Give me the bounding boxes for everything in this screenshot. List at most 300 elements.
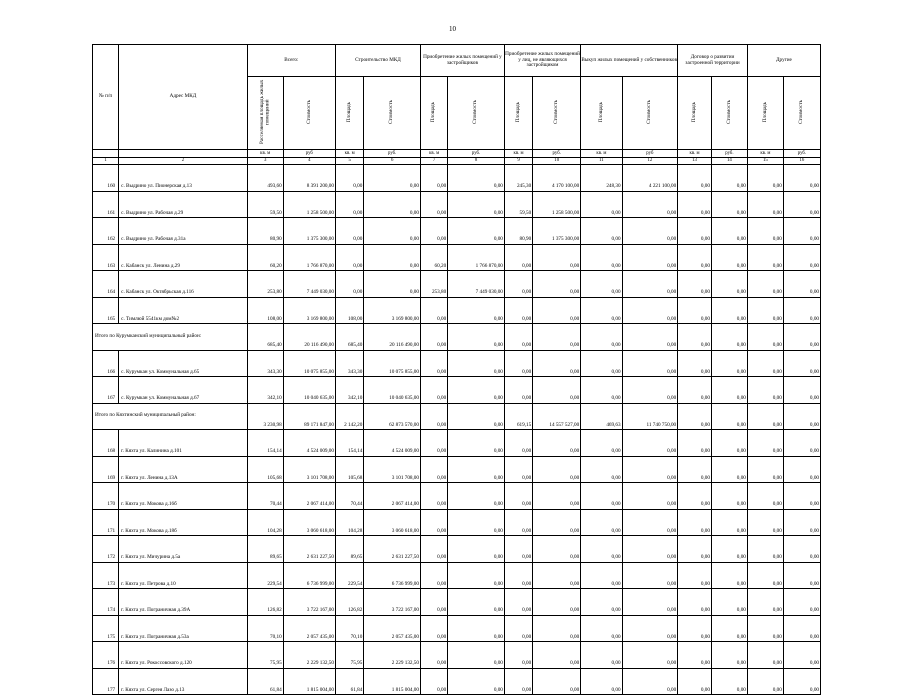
value-cell: 0,00 — [622, 615, 678, 642]
value-cell: 0,00 — [581, 536, 622, 563]
value-cell: 0,00 — [622, 430, 678, 457]
value-cell: 0,00 — [747, 324, 783, 351]
table-row — [93, 509, 821, 536]
address-cell: с. Кабанск ул. Ленина д.29 — [119, 244, 248, 271]
value-cell: 0,00 — [783, 642, 820, 669]
value-cell: 0,00 — [448, 191, 505, 218]
row-number: 174 — [93, 589, 119, 616]
unit-cell: кв. м — [335, 150, 363, 158]
row-number: 168 — [93, 430, 119, 457]
value-cell: 0,00 — [711, 562, 747, 589]
value-cell: 0,00 — [783, 483, 820, 510]
value-cell: 6 736 999,00 — [364, 562, 421, 589]
value-cell: 0,00 — [783, 191, 820, 218]
value-cell: 493,60 — [247, 165, 283, 192]
unit-cell: кв. м — [747, 150, 783, 158]
address-cell: с. Тимлюй 5541км дом№2 — [119, 297, 248, 324]
value-cell: 0,00 — [622, 191, 678, 218]
row-number: 164 — [93, 271, 119, 298]
table-total-row — [93, 403, 821, 430]
value-cell: 0,00 — [335, 244, 363, 271]
value-cell: 0,00 — [581, 377, 622, 404]
value-cell: 0,00 — [420, 430, 447, 457]
table-row — [93, 218, 821, 245]
value-cell: 105,68 — [247, 456, 283, 483]
value-cell: 0,00 — [335, 165, 363, 192]
value-cell: 253,80 — [420, 271, 447, 298]
value-cell: 154,14 — [335, 430, 363, 457]
value-cell: 0,00 — [335, 191, 363, 218]
value-cell: 0,00 — [711, 350, 747, 377]
value-cell: 0,00 — [364, 244, 421, 271]
value-cell: 0,00 — [448, 377, 505, 404]
value-cell: 0,00 — [504, 483, 532, 510]
table-row — [93, 297, 821, 324]
value-cell: 0,00 — [622, 271, 678, 298]
value-cell: 6 736 999,00 — [283, 562, 335, 589]
row-number: 173 — [93, 562, 119, 589]
value-cell: 0,00 — [747, 244, 783, 271]
value-cell: 342,10 — [247, 377, 283, 404]
value-cell: 0,00 — [783, 562, 820, 589]
value-cell: 0,00 — [747, 191, 783, 218]
value-cell: 0,00 — [783, 377, 820, 404]
table-row — [93, 615, 821, 642]
value-cell: 70,44 — [247, 483, 283, 510]
value-cell: 0,00 — [678, 456, 712, 483]
unit-cell: кв. м — [678, 150, 712, 158]
row-number: 160 — [93, 165, 119, 192]
value-cell: 0,00 — [581, 668, 622, 695]
value-cell: 0,00 — [622, 668, 678, 695]
value-cell: 0,00 — [783, 456, 820, 483]
row-number: 175 — [93, 615, 119, 642]
value-cell: 62 873 570,00 — [364, 403, 421, 430]
subheader-cell: Стоимость — [622, 77, 678, 150]
value-cell: 0,00 — [420, 536, 447, 563]
relocation-table — [92, 44, 821, 695]
value-cell: 104,28 — [247, 509, 283, 536]
value-cell: 10 040 635,00 — [364, 377, 421, 404]
value-cell: 108,00 — [335, 297, 363, 324]
subheader-cell: Площадь — [420, 77, 447, 150]
col-number: 11 — [581, 158, 622, 165]
subheader-cell: Стоимость — [533, 77, 581, 150]
value-cell: 0,00 — [711, 297, 747, 324]
value-cell: 0,00 — [622, 589, 678, 616]
address-cell: с. Выдрино ул. Пионерская д.13 — [119, 165, 248, 192]
value-cell: 0,00 — [420, 589, 447, 616]
value-cell: 0,00 — [711, 377, 747, 404]
value-cell: 0,00 — [747, 483, 783, 510]
table-row — [93, 377, 821, 404]
address-cell: с. Курумкан ул. Коммунальная д.67 — [119, 377, 248, 404]
value-cell: 3 722 167,00 — [283, 589, 335, 616]
value-cell: 89 171 847,00 — [283, 403, 335, 430]
address-cell: г. Кяхта ул. Пограничная д.39А — [119, 589, 248, 616]
value-cell: 0,00 — [783, 350, 820, 377]
value-cell: 0,00 — [420, 509, 447, 536]
page-number: 10 — [449, 25, 456, 33]
value-cell: 0,00 — [533, 562, 581, 589]
num-header: № п/п — [93, 45, 119, 150]
col-number: 5 — [335, 158, 363, 165]
value-cell: 0,00 — [711, 430, 747, 457]
value-cell: 0,00 — [711, 218, 747, 245]
value-cell: 3 169 800,00 — [364, 297, 421, 324]
group-header-construction: Строительство МКД — [335, 45, 420, 77]
value-cell: 61,84 — [247, 668, 283, 695]
value-cell: 108,00 — [247, 297, 283, 324]
value-cell: 0,00 — [678, 430, 712, 457]
address-cell: г. Кяхта ул. Мичурина д.5а — [119, 536, 248, 563]
unit-cell: кв. м — [504, 150, 532, 158]
value-cell: 0,00 — [783, 297, 820, 324]
value-cell: 126,82 — [247, 589, 283, 616]
address-cell: г. Кяхта ул. Калинина д.101 — [119, 430, 248, 457]
value-cell: 0,00 — [581, 430, 622, 457]
value-cell: 2 631 227,50 — [364, 536, 421, 563]
row-number: 171 — [93, 509, 119, 536]
subheader-cell: Площадь — [581, 77, 622, 150]
value-cell: 1 766 870,00 — [283, 244, 335, 271]
value-cell: 0,00 — [783, 668, 820, 695]
value-cell: 0,00 — [420, 350, 447, 377]
value-cell: 154,14 — [247, 430, 283, 457]
value-cell: 0,00 — [747, 165, 783, 192]
header-row-groups — [93, 45, 821, 77]
unit-cell: кв. м — [420, 150, 447, 158]
col-number: 1 — [93, 158, 119, 165]
address-cell: г. Кяхта ул. Мокова д.18б — [119, 509, 248, 536]
value-cell: 0,00 — [622, 642, 678, 669]
value-cell: 0,00 — [420, 165, 447, 192]
value-cell: 0,00 — [783, 165, 820, 192]
value-cell: 0,00 — [448, 509, 505, 536]
value-cell: 0,00 — [533, 324, 581, 351]
address-cell: с. Выдрино ул. Рабочая д.31а — [119, 218, 248, 245]
unit-cell: кв. м — [581, 150, 622, 158]
value-cell: 0,00 — [504, 642, 532, 669]
value-cell: 619,15 — [504, 403, 532, 430]
value-cell: 0,00 — [747, 297, 783, 324]
value-cell: 0,00 — [504, 668, 532, 695]
value-cell: 0,00 — [678, 377, 712, 404]
unit-cell: руб — [283, 150, 335, 158]
value-cell: 0,00 — [678, 589, 712, 616]
subheader-cell: Стоимость — [783, 77, 820, 150]
value-cell: 0,00 — [448, 350, 505, 377]
row-number: 172 — [93, 536, 119, 563]
table-row — [93, 668, 821, 695]
value-cell: 685,40 — [335, 324, 363, 351]
total-label: Итого по Курумканский муниципальный район: — [93, 324, 248, 351]
value-cell: 10 075 855,00 — [283, 350, 335, 377]
subheader-cell: Площадь — [747, 77, 783, 150]
value-cell: 0,00 — [533, 589, 581, 616]
address-cell: с. Кабанск ул. Октябрьская д.116 — [119, 271, 248, 298]
table-row — [93, 642, 821, 669]
unit-cell — [93, 150, 119, 158]
value-cell: 0,00 — [747, 589, 783, 616]
value-cell: 0,00 — [448, 615, 505, 642]
value-cell: 0,00 — [581, 562, 622, 589]
value-cell: 0,00 — [622, 562, 678, 589]
value-cell: 0,00 — [747, 456, 783, 483]
table-row — [93, 271, 821, 298]
subheader-cell: Площадь — [504, 77, 532, 150]
value-cell: 60,20 — [247, 244, 283, 271]
address-cell: г. Кяхта ул. Мокова д.16б — [119, 483, 248, 510]
value-cell: 0,00 — [448, 165, 505, 192]
value-cell: 0,00 — [783, 536, 820, 563]
value-cell: 0,00 — [581, 297, 622, 324]
value-cell: 229,54 — [335, 562, 363, 589]
value-cell: 3 060 618,00 — [364, 509, 421, 536]
table-row — [93, 562, 821, 589]
value-cell: 0,00 — [678, 324, 712, 351]
value-cell: 0,00 — [504, 562, 532, 589]
row-number: 163 — [93, 244, 119, 271]
value-cell: 105,68 — [335, 456, 363, 483]
value-cell: 0,00 — [448, 668, 505, 695]
value-cell: 0,00 — [711, 615, 747, 642]
col-number: 10 — [533, 158, 581, 165]
group-header-territory-development: Договор о развитии застроенной территории — [678, 45, 748, 77]
value-cell: 0,00 — [504, 536, 532, 563]
value-cell: 0,00 — [678, 271, 712, 298]
value-cell: 0,00 — [678, 191, 712, 218]
value-cell: 0,00 — [448, 589, 505, 616]
value-cell: 0,00 — [747, 642, 783, 669]
value-cell: 0,00 — [711, 165, 747, 192]
value-cell: 3 230,98 — [247, 403, 283, 430]
value-cell: 0,00 — [420, 377, 447, 404]
value-cell: 469,63 — [581, 403, 622, 430]
address-cell: г. Кяхта ул. Ленина д.13А — [119, 456, 248, 483]
value-cell: 2 067 414,00 — [364, 483, 421, 510]
value-cell: 0,00 — [711, 668, 747, 695]
value-cell: 0,00 — [678, 642, 712, 669]
value-cell: 3 101 708,00 — [364, 456, 421, 483]
value-cell: 0,00 — [711, 536, 747, 563]
col-number: 4 — [283, 158, 335, 165]
address-cell: с. Выдрино ул. Рабочая д.29 — [119, 191, 248, 218]
row-number: 162 — [93, 218, 119, 245]
unit-cell — [119, 150, 248, 158]
subheader-cell: Площадь — [335, 77, 363, 150]
value-cell: 126,82 — [335, 589, 363, 616]
value-cell: 0,00 — [711, 483, 747, 510]
value-cell: 2 067 414,00 — [283, 483, 335, 510]
unit-cell: руб. — [783, 150, 820, 158]
value-cell: 0,00 — [504, 456, 532, 483]
value-cell: 20 116 490,00 — [364, 324, 421, 351]
value-cell: 0,00 — [581, 244, 622, 271]
row-number: 170 — [93, 483, 119, 510]
value-cell: 0,00 — [747, 562, 783, 589]
value-cell: 0,00 — [678, 562, 712, 589]
value-cell: 0,00 — [622, 536, 678, 563]
units-row — [93, 150, 821, 158]
value-cell: 0,00 — [448, 536, 505, 563]
subheader-cell: Стоимость — [283, 77, 335, 150]
value-cell: 2 142,20 — [335, 403, 363, 430]
table-row — [93, 483, 821, 510]
value-cell: 0,00 — [711, 589, 747, 616]
subheader-cell: Стоимость — [711, 77, 747, 150]
value-cell: 0,00 — [747, 668, 783, 695]
value-cell: 342,10 — [335, 377, 363, 404]
value-cell: 0,00 — [504, 350, 532, 377]
value-cell: 0,00 — [747, 615, 783, 642]
value-cell: 3 722 167,00 — [364, 589, 421, 616]
row-number: 177 — [93, 668, 119, 695]
group-header-other: Другие — [747, 45, 820, 77]
value-cell: 0,00 — [420, 615, 447, 642]
value-cell: 0,00 — [783, 324, 820, 351]
value-cell: 0,00 — [678, 483, 712, 510]
address-cell: г. Кяхта ул. Петрова д.10 — [119, 562, 248, 589]
unit-cell: руб. — [533, 150, 581, 158]
value-cell: 0,00 — [504, 615, 532, 642]
value-cell: 0,00 — [533, 456, 581, 483]
value-cell: 4 170 100,00 — [533, 165, 581, 192]
table-row — [93, 165, 821, 192]
col-number: 14 — [711, 158, 747, 165]
value-cell: 61,84 — [335, 668, 363, 695]
value-cell: 0,00 — [747, 271, 783, 298]
value-cell: 0,00 — [335, 271, 363, 298]
value-cell: 60,20 — [420, 244, 447, 271]
value-cell: 245,30 — [504, 165, 532, 192]
value-cell: 59,50 — [504, 191, 532, 218]
value-cell: 20 116 490,00 — [283, 324, 335, 351]
value-cell: 8 391 200,00 — [283, 165, 335, 192]
value-cell: 0,00 — [783, 509, 820, 536]
subheader-cell: Стоимость — [448, 77, 505, 150]
value-cell: 0,00 — [678, 165, 712, 192]
value-cell: 0,00 — [504, 377, 532, 404]
value-cell: 0,00 — [504, 271, 532, 298]
value-cell: 0,00 — [448, 562, 505, 589]
value-cell: 0,00 — [420, 456, 447, 483]
value-cell: 4 524 009,00 — [364, 430, 421, 457]
value-cell: 0,00 — [711, 191, 747, 218]
group-header-total: Всего: — [247, 45, 335, 77]
group-header-owner-buyout: Выкуп жилых помещений у собственников — [581, 45, 678, 77]
value-cell: 70,10 — [335, 615, 363, 642]
value-cell: 0,00 — [420, 483, 447, 510]
group-header-nondeveloper-purchase: Приобретение жилых помещений у лиц, не являющихся застройщиком — [504, 45, 580, 77]
value-cell: 0,00 — [783, 589, 820, 616]
table-row — [93, 191, 821, 218]
col-number: 12 — [622, 158, 678, 165]
table-row — [93, 456, 821, 483]
value-cell: 0,00 — [533, 668, 581, 695]
value-cell: 0,00 — [533, 642, 581, 669]
value-cell: 89,65 — [247, 536, 283, 563]
value-cell: 14 557 527,00 — [533, 403, 581, 430]
value-cell: 0,00 — [420, 642, 447, 669]
row-number: 176 — [93, 642, 119, 669]
value-cell: 4 221 100,00 — [622, 165, 678, 192]
value-cell: 0,00 — [581, 324, 622, 351]
subheader-cell: Площадь — [678, 77, 712, 150]
value-cell: 248,30 — [581, 165, 622, 192]
value-cell: 0,00 — [533, 615, 581, 642]
value-cell: 2 057 435,00 — [364, 615, 421, 642]
value-cell: 0,00 — [711, 271, 747, 298]
row-number: 167 — [93, 377, 119, 404]
value-cell: 0,00 — [747, 377, 783, 404]
unit-cell: руб. — [364, 150, 421, 158]
total-label: Итого по Кяхтинский муниципальный район: — [93, 403, 248, 430]
unit-cell: руб. — [448, 150, 505, 158]
value-cell: 1 815 004,00 — [364, 668, 421, 695]
value-cell: 0,00 — [711, 403, 747, 430]
value-cell: 0,00 — [678, 297, 712, 324]
value-cell: 2 057 435,00 — [283, 615, 335, 642]
col-number: 6 — [364, 158, 421, 165]
col-number: 16 — [783, 158, 820, 165]
value-cell: 10 040 635,00 — [283, 377, 335, 404]
table-row — [93, 350, 821, 377]
value-cell: 0,00 — [448, 403, 505, 430]
value-cell: 0,00 — [711, 509, 747, 536]
value-cell: 253,80 — [247, 271, 283, 298]
value-cell: 0,00 — [364, 271, 421, 298]
value-cell: 75,95 — [247, 642, 283, 669]
col-number: 7 — [420, 158, 447, 165]
value-cell: 0,00 — [678, 403, 712, 430]
address-cell: с. Курумкан ул. Коммунальная д.65 — [119, 350, 248, 377]
value-cell: 685,40 — [247, 324, 283, 351]
subheader-cell: Расселяемая площадь жилых помещений — [247, 77, 283, 150]
address-header: Адрес МКД — [119, 45, 248, 150]
unit-cell: руб. — [711, 150, 747, 158]
value-cell: 0,00 — [533, 377, 581, 404]
value-cell: 1 815 004,00 — [283, 668, 335, 695]
value-cell: 80,90 — [504, 218, 532, 245]
value-cell: 1 375 300,00 — [533, 218, 581, 245]
value-cell: 0,00 — [622, 244, 678, 271]
address-cell: г. Кяхта ул. Пограничная д.53а — [119, 615, 248, 642]
value-cell: 11 740 750,00 — [622, 403, 678, 430]
value-cell: 0,00 — [504, 589, 532, 616]
value-cell: 7 449 030,00 — [448, 271, 505, 298]
value-cell: 0,00 — [581, 218, 622, 245]
value-cell: 0,00 — [504, 297, 532, 324]
value-cell: 0,00 — [581, 509, 622, 536]
value-cell: 3 169 800,00 — [283, 297, 335, 324]
value-cell: 0,00 — [783, 430, 820, 457]
value-cell: 0,00 — [783, 271, 820, 298]
col-number: 13 — [678, 158, 712, 165]
value-cell: 0,00 — [420, 668, 447, 695]
value-cell: 2 631 227,50 — [283, 536, 335, 563]
value-cell: 3 101 708,00 — [283, 456, 335, 483]
value-cell: 3 060 618,00 — [283, 509, 335, 536]
value-cell: 0,00 — [678, 615, 712, 642]
value-cell: 0,00 — [622, 456, 678, 483]
value-cell: 75,95 — [335, 642, 363, 669]
value-cell: 0,00 — [711, 456, 747, 483]
value-cell: 0,00 — [504, 324, 532, 351]
value-cell: 0,00 — [678, 509, 712, 536]
value-cell: 0,00 — [783, 403, 820, 430]
value-cell: 59,50 — [247, 191, 283, 218]
